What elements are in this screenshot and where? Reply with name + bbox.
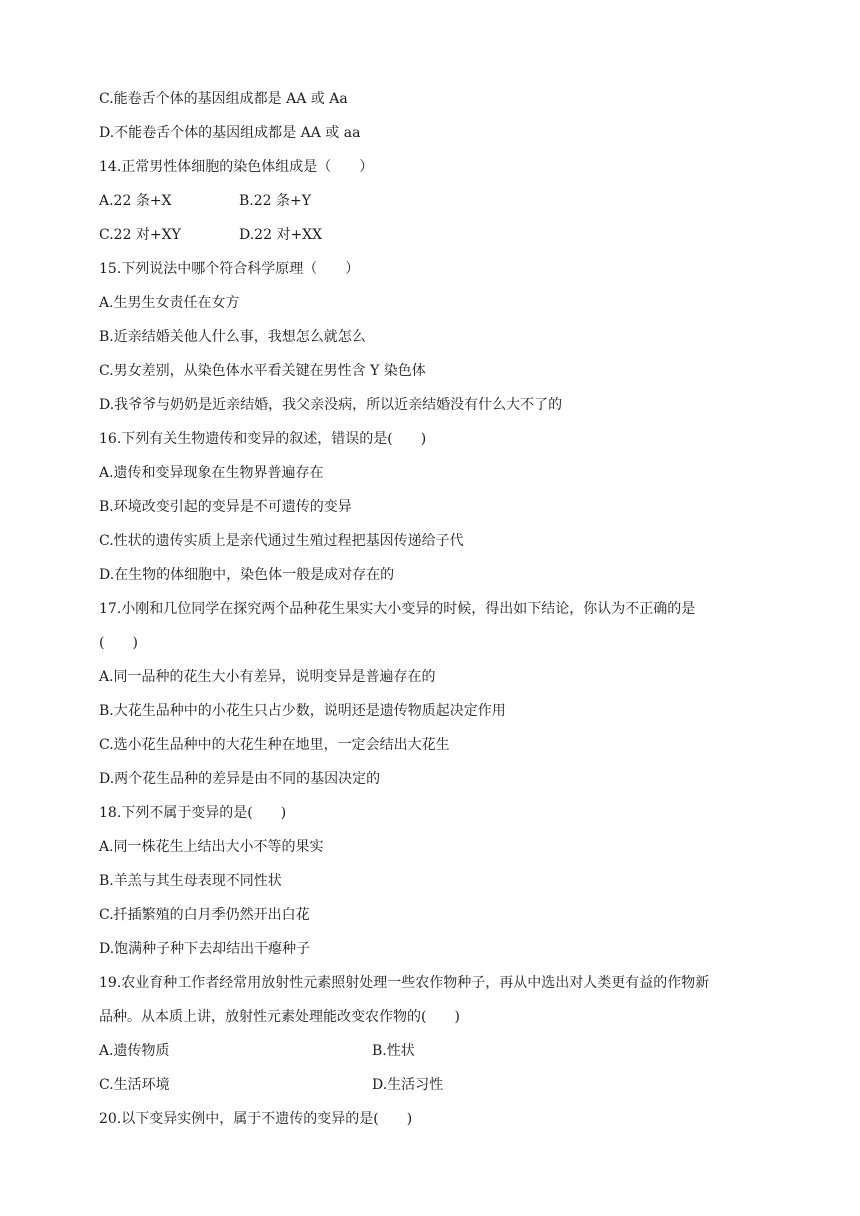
q15-stem: 15.下列说法中哪个符合科学原理（ ） — [99, 261, 360, 277]
q16-option-c: C.性状的遗传实质上是亲代通过生殖过程把基因传递给子代 — [99, 533, 464, 549]
q19-option-d: D.生活习性 — [372, 1077, 444, 1093]
q19-stem-line2: 品种。从本质上讲，放射性元素处理能改变农作物的( ) — [99, 1009, 460, 1025]
q18-option-b: B.羊羔与其生母表现不同性状 — [99, 873, 282, 889]
q15-option-b: B.近亲结婚关他人什么事，我想怎么就怎么 — [99, 329, 366, 345]
q15-option-a: A.生男生女责任在女方 — [99, 295, 240, 311]
q19-option-c: C.生活环境 — [99, 1077, 170, 1093]
q17-stem-line1: 17.小刚和几位同学在探究两个品种花生果实大小变异的时候，得出如下结论，你认为不正确的是 — [99, 601, 696, 617]
q17-option-a: A.同一品种的花生大小有差异，说明变异是普遍存在的 — [99, 669, 436, 685]
q17-option-d: D.两个花生品种的差异是由不同的基因决定的 — [99, 771, 381, 787]
q19-option-b: B.性状 — [372, 1043, 415, 1059]
q14-option-b: B.22 条+Y — [239, 193, 311, 209]
q18-stem: 18.下列不属于变异的是( ) — [99, 805, 287, 821]
q20-stem: 20.以下变异实例中，属于不遗传的变异的是( ) — [99, 1111, 413, 1127]
q16-option-b: B.环境改变引起的变异是不可遗传的变异 — [99, 499, 352, 515]
q15-option-d: D.我爷爷与奶奶是近亲结婚，我父亲没病，所以近亲结婚没有什么大不了的 — [99, 397, 563, 413]
q19-option-a: A.遗传物质 — [99, 1043, 170, 1059]
q17-option-b: B.大花生品种中的小花生只占少数，说明还是遗传物质起决定作用 — [99, 703, 506, 719]
q14-option-d: D.22 对+XX — [239, 227, 323, 243]
q15-option-c: C.男女差别，从染色体水平看关键在男性含 Y 染色体 — [99, 363, 426, 379]
q13-option-c: C.能卷舌个体的基因组成都是 AA 或 Aa — [99, 91, 348, 107]
q14-option-c: C.22 对+XY — [99, 227, 181, 243]
q17-stem-line2: ( ) — [99, 635, 138, 651]
q16-stem: 16.下列有关生物遗传和变异的叙述，错误的是( ) — [99, 431, 427, 447]
q16-option-d: D.在生物的体细胞中，染色体一般是成对存在的 — [99, 567, 395, 583]
q18-option-c: C.扦插繁殖的白月季仍然开出白花 — [99, 907, 310, 923]
q19-stem-line1: 19.农业育种工作者经常用放射性元素照射处理一些农作物种子，再从中选出对人类更有益的作物新 — [99, 975, 710, 991]
q17-option-c: C.选小花生品种中的大花生种在地里，一定会结出大花生 — [99, 737, 450, 753]
q18-option-d: D.饱满种子种下去却结出干瘪种子 — [99, 941, 311, 957]
q16-option-a: A.遗传和变异现象在生物界普遍存在 — [99, 465, 324, 481]
q18-option-a: A.同一株花生上结出大小不等的果实 — [99, 839, 324, 855]
q14-stem: 14.正常男性体细胞的染色体组成是（ ） — [99, 159, 374, 175]
q14-option-a: A.22 条+X — [99, 193, 172, 209]
q13-option-d: D.不能卷舌个体的基因组成都是 AA 或 aa — [99, 125, 361, 141]
